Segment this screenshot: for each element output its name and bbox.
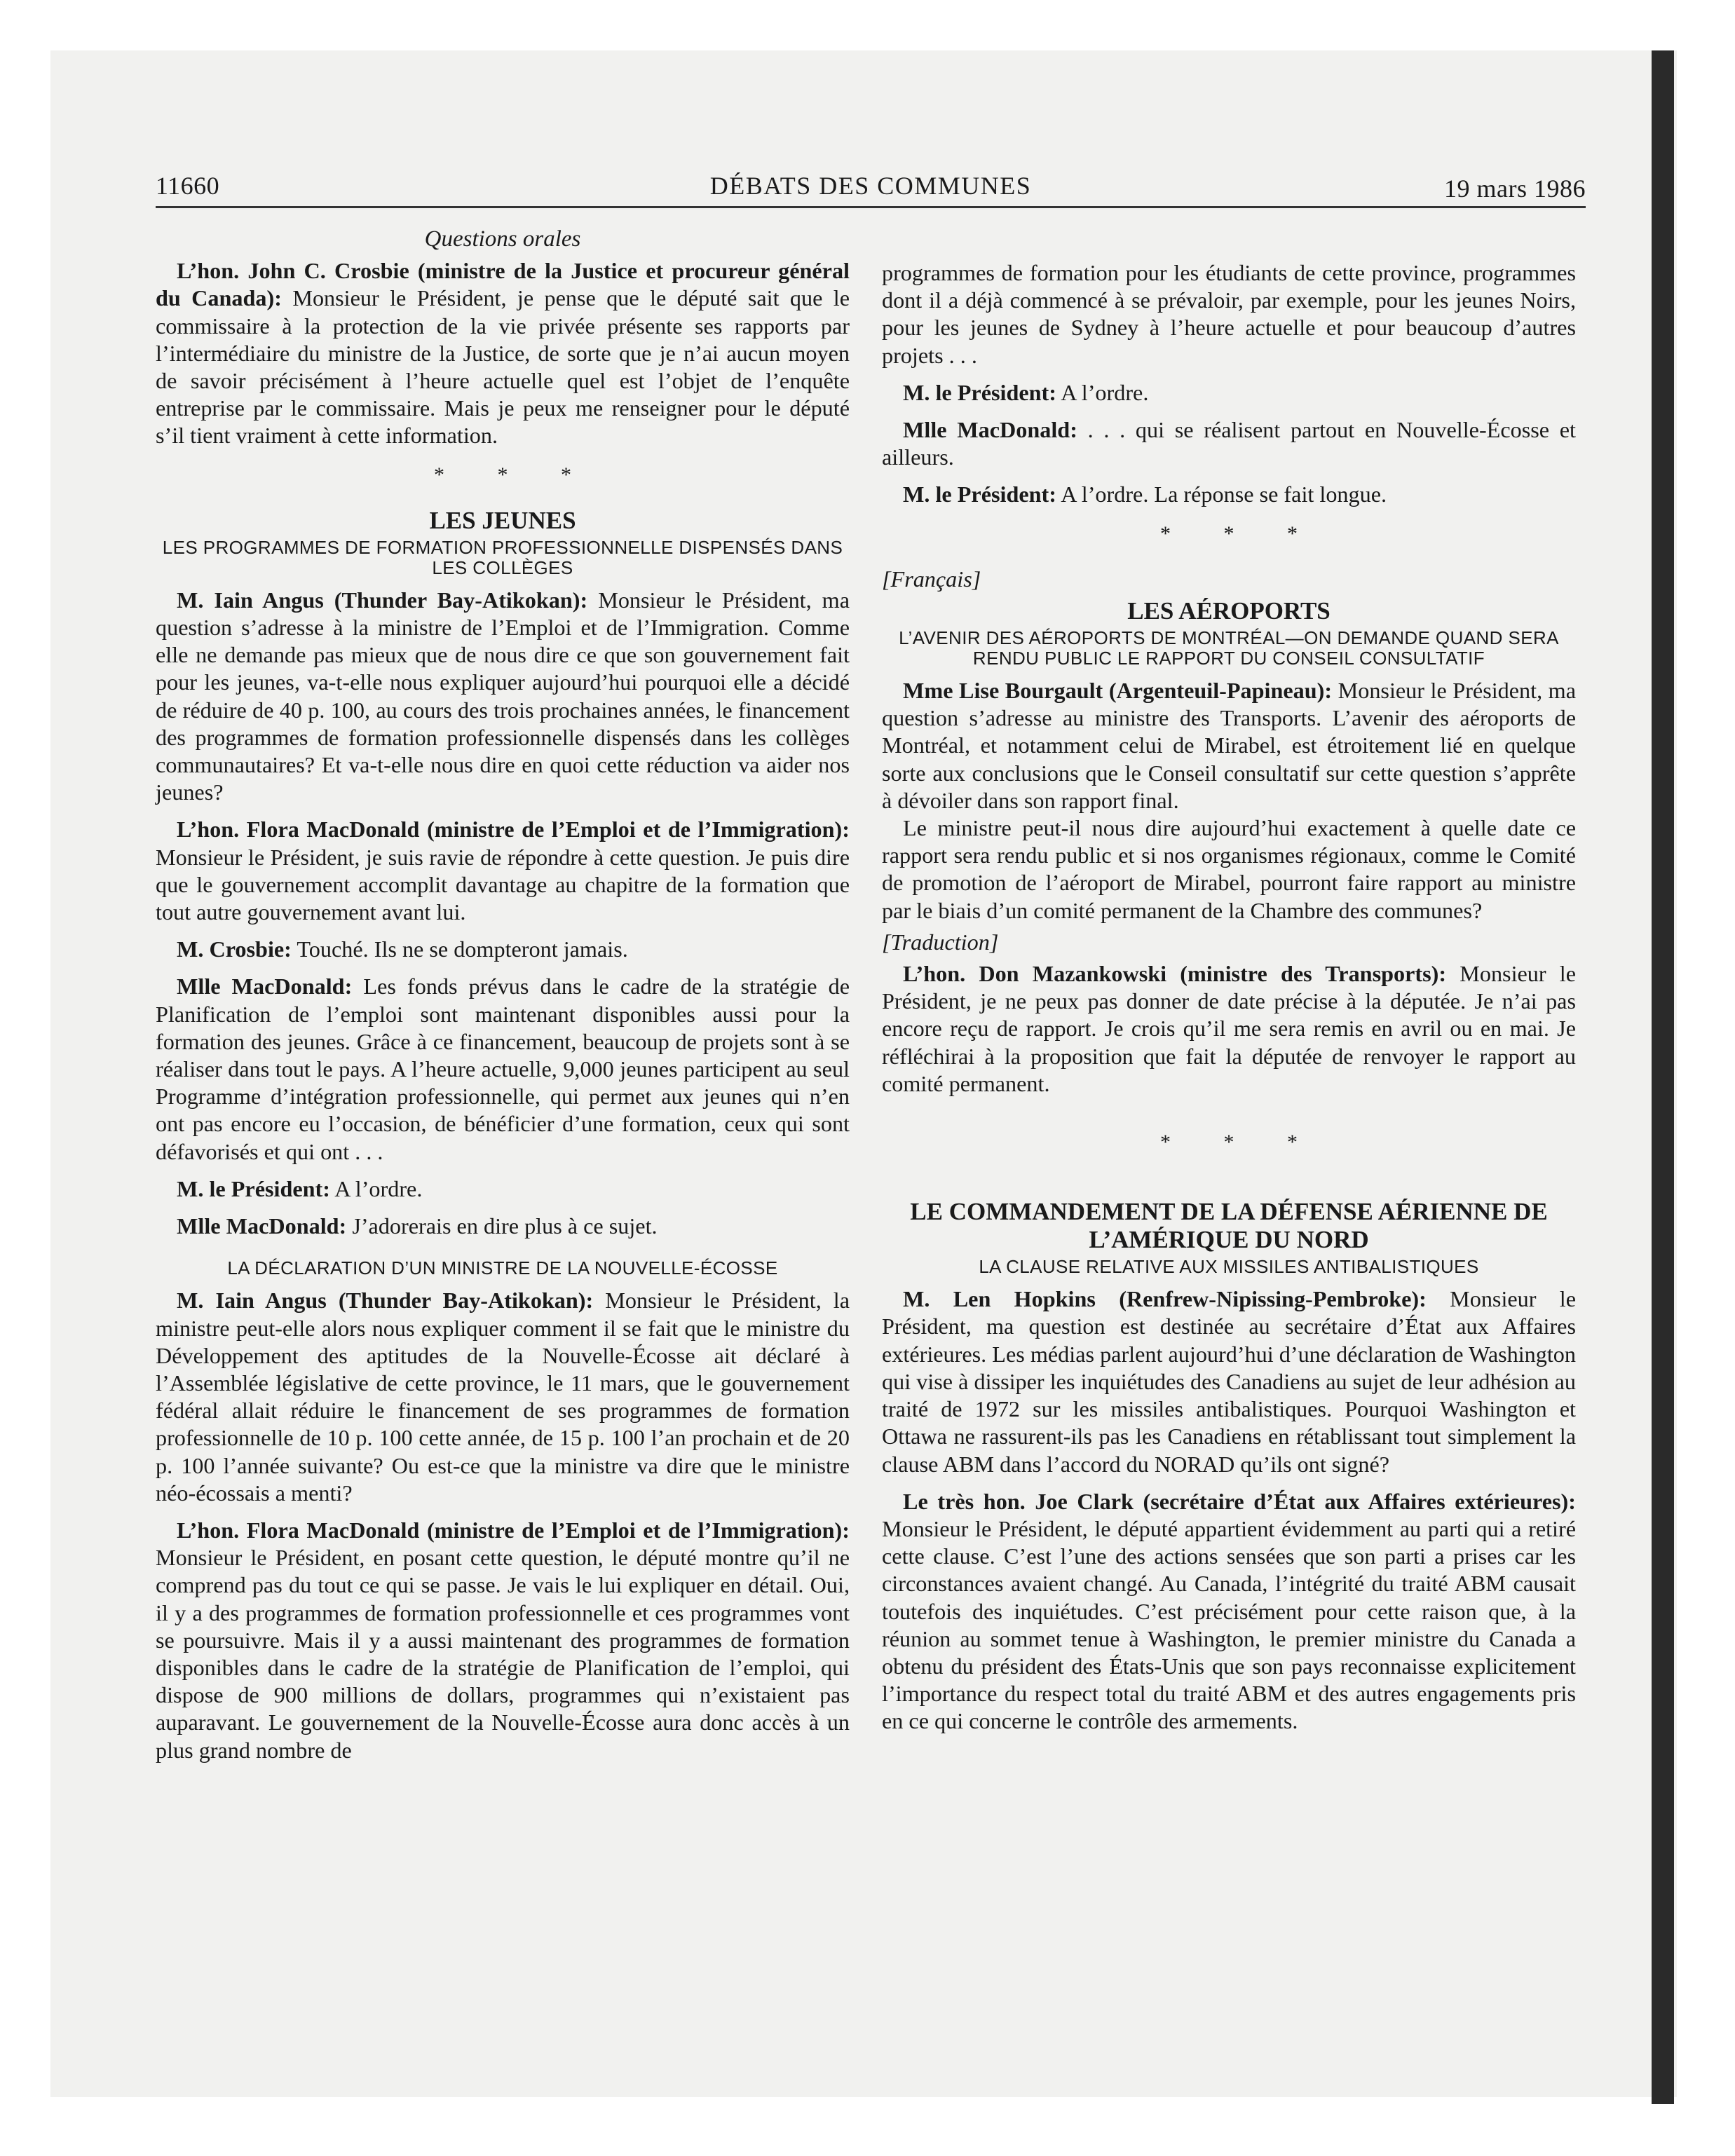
speaker-name: Le très hon. Joe Clark (secrétaire d’État aux Affaires extérieures): [903, 1488, 1576, 1514]
paragraph [156, 973, 850, 1165]
speaker-name: M. Iain Angus (Thunder Bay-Atikokan): [177, 587, 588, 613]
paragraph [156, 1517, 850, 1764]
paragraph [156, 1175, 850, 1203]
section-subheading: LA DÉCLARATION D’UN MINISTRE DE LA NOUVELLE-ÉCOSSE [227, 1257, 778, 1279]
speech-text: Monsieur le Président, le député appartient évidemment au parti qui a retiré cette clause. C’est l’une des actions sensées que son parti a prises car les circonstances avaient changé. Au Canada, l’intégrité du traité ABM causait toutefois des inquiétudes. C’est précisément pour cette raison que, à la réunion au sommet tenue à Washington, le premier ministre du Canada a obtenu du président des États-Unis que son pays reconnaisse explicitement l’importance du respect total du traité ABM et des autres engagements pris en ce qui concerne le contrôle des armements. [882, 1515, 1576, 1734]
speaker-name: M. Len Hopkins (Renfrew-Nipissing-Pembroke): [903, 1286, 1427, 1312]
section-subheading: L’AVENIR DES AÉROPORTS DE MONTRÉAL—ON DEMANDE QUAND SERA RENDU PUBLIC LE RAPPORT DU CONSEIL CONSULTATIF [899, 627, 1559, 669]
paragraph [156, 816, 850, 926]
speaker-name: L’hon. John C. Crosbie (ministre de la Justice et procureur général du Canada): [156, 258, 850, 311]
language-tag: [Français] [882, 566, 981, 592]
paragraph [882, 960, 1576, 1098]
speech-text: Monsieur le Président, je pense que le député sait que le commissaire à la protection de la vie privée présente ses rapports par l’intermédiaire du ministre de la Justice, de sorte que je n’ai aucun moyen de savoir précisément à l’heure actuelle quel est l’objet de l’enquête entreprise par le commissaire. Mais je peux me renseigner pour le député s’il tient vraiment à cette information. [156, 285, 850, 449]
speech-text: Touché. Ils ne se dompteront jamais. [291, 936, 628, 962]
speaker-name: Mlle MacDonald: [903, 417, 1077, 443]
speaker-name: M. le Président: [903, 482, 1056, 507]
page-binding-edge [1652, 50, 1674, 2104]
speaker-name: M. Crosbie: [177, 936, 292, 962]
section-subheading: LES PROGRAMMES DE FORMATION PROFESSIONNELLE DISPENSÉS DANS LES COLLÈGES [162, 536, 843, 578]
speaker-name: M. le Président: [903, 379, 1056, 405]
speaker-name: M. le Président: [177, 1175, 330, 1201]
paragraph [882, 1488, 1576, 1735]
speech-text: Le ministre peut-il nous dire aujourd’hui exactement à quelle date ce rapport sera rendu public et si nos organismes régionaux, comme le Comité de promotion de l’aéroport de Mirabel, pourront faire rapport au ministre par le biais d’un comité permanent de la Chambre des communes? [882, 815, 1576, 923]
left-column [156, 226, 850, 1764]
section-heading: LES AÉROPORTS [1127, 597, 1331, 625]
speech-text: Monsieur le Président, la ministre peut-elle alors nous expliquer comment il se fait que le ministre du Développement des aptitudes de la Nouvelle-Écosse ait déclaré à l’Assemblée législative de cette province, le 11 mars, que le gouvernement fédéral allait réduire le financement de ses programmes de formation professionnelle de 10 p. 100 cette année, de 15 p. 100 l’an prochain et de 20 p. 100 l’année suivante? Ou est-ce que la ministre va dire que le ministre néo-écossais a menti? [156, 1288, 850, 1506]
section-divider: * * * [1160, 1131, 1321, 1154]
paragraph [882, 379, 1576, 407]
publication-title: DÉBATS DES COMMUNES [709, 172, 1032, 200]
paragraph [156, 587, 850, 807]
speech-text: programmes de formation pour les étudiants de cette province, programmes dont il a déjà commencé à se prévaloir, par exemple, pour les jeunes Noirs, pour les jeunes de Sydney à l’heure actuelle et pour beaucoup d’autres projets . . . [882, 260, 1576, 368]
paragraph [156, 1287, 850, 1507]
speech-text: Les fonds prévus dans le cadre de la stratégie de Planification de l’emploi sont maintenant disponibles aussi pour la formation des jeunes. Grâce à ce financement, beaucoup de projets sont à se réaliser dans tout le pays. A l’heure actuelle, 9,000 jeunes participent au seul Programme d’intégration professionnelle, qui permet aux jeunes qui n’en ont pas encore eu l’occasion, de bénéficier d’une formation, ceux qui sont défavorisés et qui ont . . . [156, 974, 850, 1164]
speaker-name: L’hon. Flora MacDonald (ministre de l’Emploi et de l’Immigration): [177, 1517, 850, 1543]
paragraph [156, 257, 850, 449]
right-column [882, 259, 1576, 1735]
paragraph [882, 259, 1576, 369]
section-heading: LE COMMANDEMENT DE LA DÉFENSE AÉRIENNE DE L’AMÉRIQUE DU NORD [910, 1198, 1548, 1254]
speaker-name: L’hon. Flora MacDonald (ministre de l’Emploi et de l’Immigration): [177, 817, 850, 842]
speech-text: A l’ordre. [1056, 379, 1149, 405]
speech-text: J’adorerais en dire plus à ce sujet. [346, 1213, 658, 1239]
speaker-name: M. Iain Angus (Thunder Bay-Atikokan): [177, 1288, 594, 1314]
page-header [156, 167, 1586, 208]
speaker-name: L’hon. Don Mazankowski (ministre des Transports): [903, 961, 1447, 987]
speech-text: A l’ordre. La réponse se fait longue. [1056, 482, 1387, 507]
section-label: Questions orales [424, 226, 581, 252]
language-tag: [Traduction] [882, 929, 999, 955]
paragraph [156, 936, 850, 963]
section-divider: * * * [434, 463, 595, 486]
speech-text: Monsieur le Président, je suis ravie de répondre à cette question. Je puis dire que le gouvernement accomplit davantage au chapitre de la formation que tout autre gouvernement avant lui. [156, 844, 850, 925]
speech-text: A l’ordre. [329, 1175, 423, 1201]
paragraph [882, 677, 1576, 814]
speech-text: . . . qui se réalisent partout en Nouvelle-Écosse et ailleurs. [882, 417, 1576, 470]
speech-text: Monsieur le Président, en posant cette question, le député montre qu’il ne comprend pas du tout ce qui se passe. Je vais le lui expliquer en détail. Oui, il y a des programmes de formation professionnelle et ces programmes vont se poursuivre. Mais il y a aussi maintenant des programmes de formation disponibles dans le cadre de la stratégie de Planification de l’emploi, qui dispose de 900 millions de dollars, programmes qui n’existaient pas auparavant. Le gouvernement de la Nouvelle-Écosse aura donc accès à un plus grand nombre de [156, 1545, 850, 1763]
speech-text: Monsieur le Président, ma question s’adresse au ministre des Transports. L’avenir des aéroports de Montréal, et notamment celui de Mirabel, est étroitement lié en quelque sorte aux conclusions que le Conseil consultatif sur cette question s’apprête à dévoiler dans son rapport final. [882, 678, 1576, 813]
section-subheading: LA CLAUSE RELATIVE AUX MISSILES ANTIBALISTIQUES [979, 1256, 1479, 1278]
page-number: 11660 [156, 172, 220, 200]
paragraph [882, 1285, 1576, 1478]
section-divider: * * * [1160, 521, 1321, 545]
speech-text: Monsieur le Président, ma question s’adresse à la ministre de l’Emploi et de l’Immigration. Comme elle ne demande pas mieux que de nous dire ce que son gouvernement fait pour les jeunes, va-t-elle nous expliquer aujourd’hui pourquoi elle a décidé de réduire de 40 p. 100, au cours des trois prochaines années, le financement des programmes de formation professionnelle dispensés dans les collèges communautaires? Et va-t-elle nous dire en quoi cette réduction va aider nos jeunes? [156, 587, 850, 805]
paragraph [882, 814, 1576, 925]
publication-date: 19 mars 1986 [1444, 175, 1586, 203]
speaker-name: Mlle MacDonald: [177, 1213, 347, 1239]
section-heading: LES JEUNES [429, 506, 576, 534]
speech-text: Monsieur le Président, je ne peux pas donner de date précise à la députée. Je n’ai pas encore reçu de rapport. Je crois qu’il me sera remis en avril ou en mai. Je réfléchirai à la proposition que fait la députée de renvoyer le rapport au comité permanent. [882, 961, 1576, 1096]
paragraph [882, 481, 1576, 508]
paragraph [882, 416, 1576, 471]
speech-text: Monsieur le Président, ma question est destinée au secrétaire d’État aux Affaires extérieures. Les médias parlent aujourd’hui d’une déclaration de Washington qui vise à dissiper les inquiétudes des Canadiens au sujet de leur adhésion au traité de 1972 sur les missiles antibalistiques. Pourquoi Washington et Ottawa ne rassurent-ils pas les Canadiens en rétablissant tout simplement la clause ABM dans l’accord du NORAD qu’ils ont signé? [882, 1286, 1576, 1477]
speaker-name: Mlle MacDonald: [177, 974, 353, 999]
paragraph [156, 1213, 850, 1240]
speaker-name: Mme Lise Bourgault (Argenteuil-Papineau): [903, 678, 1333, 704]
